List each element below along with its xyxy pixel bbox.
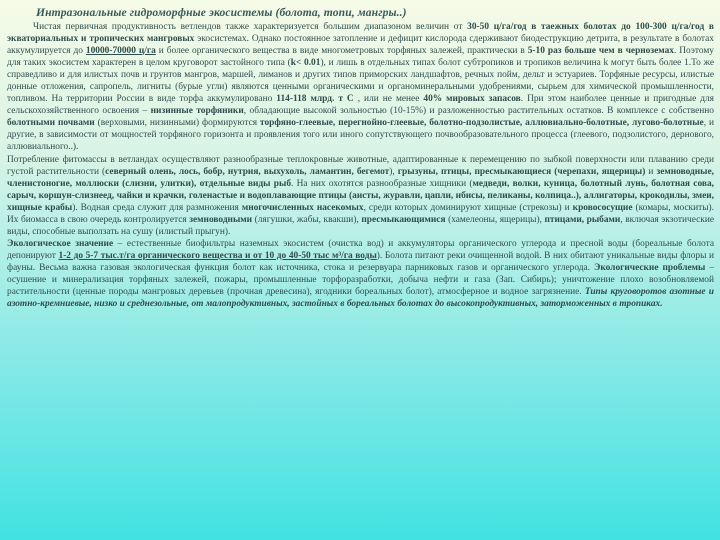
text-run: – естественные биофильтры наземных экосистем (очистка вод) и аккумуляторы органического углерода и пресной воды (бореальные болота депонируют bbox=[7, 238, 714, 261]
text-run: земноводными bbox=[189, 214, 253, 225]
text-run: северный олень, лось, бобр, нутрия, выхухоль, ламантин, бегемот bbox=[105, 166, 390, 177]
text-run: Экологическое значение bbox=[7, 238, 114, 249]
text-run: 1-2 до 5-7 тыс.т/га органического вещества и от 10 до 40-50 тыс м³/га воды bbox=[58, 250, 377, 261]
text-run: ), и лишь в отдельных типах болот субтропиков и тропиков величина k могут быть более 1.То же справедливо и для илистых почв и грунтов мангров, маршей, лиманов и других типов приморских ландшафтов, речных пойм, дельт и эстуариев. Торфяные ресурсы, илистые донные отложения, сапропель, лигниты (бурые угли) являются ценными органическими и органоминеральными удобрениями, сырьем для химической промышленности, топливом. На территории России в виде торфа аккумулировано bbox=[7, 58, 715, 105]
text-run: земноводные, членистоногие, моллюски (слизни, улитки), отдельные виды рыб bbox=[7, 166, 714, 189]
text-run: экосистемах. Однако постоянное затопление и дефицит кислорода сдерживают биодеструкцию детрита, в результате в болотах аккумулируется до bbox=[7, 34, 714, 57]
text-run: птицами, рыбами bbox=[544, 214, 621, 225]
text-run: . При этом наиболее ценные и пригодные для сельскохозяйственного освоения – bbox=[7, 94, 714, 117]
text-run: k< 0.01 bbox=[290, 58, 321, 69]
text-run: , обладающие высокой зольностью (10-15%) и разложенностью растительных остатков. В комплексе с собственно bbox=[243, 106, 714, 117]
text-run: (верховыми, низинными) формируются bbox=[94, 118, 260, 129]
text-run: торфяно-глеевые, перегнойно-глеевые, болотно-подзолистые, аллювиально-болотные, лугово-болотные bbox=[260, 118, 704, 129]
text-run: 30-50 ц/га/год в таежных болотах до 100-300 ц/га/год в экваториальных и тропических мангровых bbox=[7, 22, 714, 45]
text-run: Экологические проблемы bbox=[593, 262, 706, 273]
text-run: многочисленных насекомых bbox=[241, 202, 364, 213]
text-run: , и другие, в зависимости от мощностей торфяного горизонта и проявления того или иного сопутствующего почвообразовательного процесса (глеевого, подзолистого, дернового, аллювиального..). bbox=[7, 118, 714, 153]
text-run: и bbox=[645, 166, 657, 177]
paragraph-fauna bbox=[7, 154, 714, 238]
text-run: и более органического вещества в виде многометровых торфяных залежей, практически в bbox=[155, 46, 528, 57]
text-run: , среди которых доминируют хищные (стрекозы) и bbox=[363, 202, 573, 213]
text-run: (лягушки, жабы, квакши), bbox=[252, 214, 362, 225]
text-run: , включая экзотические виды, способные выползать на сушу (илистый прыгун). bbox=[7, 214, 715, 237]
text-run: , или не менее bbox=[353, 94, 424, 105]
text-run: 40% мировых запасов bbox=[423, 94, 521, 105]
text-run: ). Болота питают реки очищенной водой. В них обитают уникальные виды флоры и фауны. Весьма важна газовая экологическая функция болот как источника, стока и резервуара парниковых газов и органического углерода. bbox=[7, 250, 714, 273]
paragraph-ecological-significance bbox=[7, 238, 714, 310]
text-run: 5-10 раз больше чем в черноземах bbox=[527, 46, 674, 57]
text-run: Потребление фитомассы в ветландах осуществляют разнообразные теплокровные животные, адаптированные к перемещению по зыбкой поверхности или плаванию среди густой растительности ( bbox=[7, 154, 714, 177]
text-run: ). Водная среда служит для размножения bbox=[72, 202, 242, 213]
text-run: грызуны, птицы, пресмыкающиеся (черепахи, ящерицы) bbox=[397, 166, 646, 177]
text-run: – осушение и минерализация торфяных залежей, пожары, промышленные торфоразработки, добыча нефти и газа (Зап. Сибирь); уничтожение плохо возобновляемой растительности (ценные породы мангровых деревьев (прочная древесина), ягодники бореальных болот), атмосферное и водное загрязнение. bbox=[7, 262, 714, 298]
text-run: (хамелеоны, ящерицы), bbox=[445, 214, 545, 225]
text-run: . На них охотятся разнообразные хищники ( bbox=[291, 178, 473, 189]
text-run: кровососущие bbox=[572, 202, 633, 213]
text-run: Типы круговоротов азотные и азотно-кремниевые, низко и среднезольные, от малопродуктивных, застойных в бореальных болотах до высокопродуктивных, заторможенных в тропиках. bbox=[7, 287, 714, 310]
text-run: 10000-70000 ц/га bbox=[85, 46, 156, 57]
text-run: Чистая первичная продуктивность ветлендов также характеризуется большим диапазоном величин от bbox=[33, 22, 468, 32]
text-run: болотными почвами bbox=[7, 118, 95, 129]
text-run: пресмыкающимися bbox=[361, 214, 446, 225]
text-run: 114-118 млрд. т С bbox=[276, 94, 354, 105]
text-run: медведи, волки, куница, болотный лунь, болотная сова, сарыч, коршун-слизнеед, чайки и крачки, голенастые и водоплавающие птицы (аисты, журавли, цапли, ибисы, пеликаны, колпица..), аллигаторы, крокодилы, змеи, хищные крабы bbox=[7, 178, 714, 213]
page-title: Интразональные гидроморфные экосистемы (болота, топи, мангры..) bbox=[36, 6, 407, 19]
text-run: низинные торфяники bbox=[150, 106, 244, 117]
paragraph-productivity bbox=[7, 21, 714, 154]
text-run: ), bbox=[389, 166, 398, 177]
text-run: (комары, москиты). Их биомасса в свою очередь контролируется bbox=[7, 202, 714, 225]
text-run: . Поэтому для таких экосистем характерен в целом круговорот застойного типа ( bbox=[7, 46, 714, 69]
